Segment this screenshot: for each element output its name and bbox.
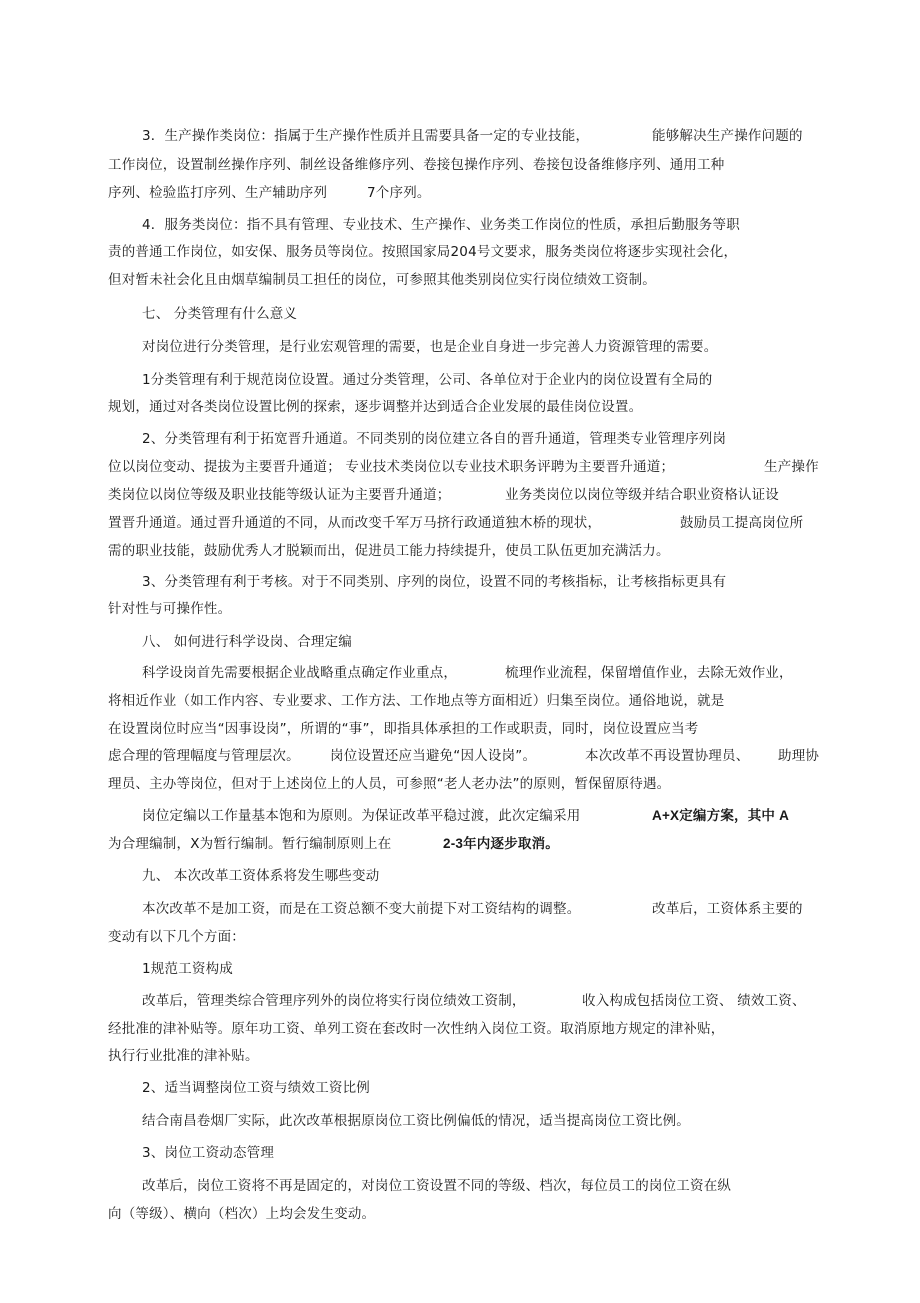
paragraph-line: 收入构成包括岗位工资、 绩效工资、 [582, 993, 806, 1009]
paragraph-line: 位以岗位变动、提拔为主要晋升通道； 专业技术类岗位以专业技术职务评聘为主要晋升通道； [108, 459, 675, 475]
paragraph-line: 执行行业批准的津补贴。 [108, 1048, 259, 1064]
paragraph-line: 但对暂未社会化且由烟草编制员工担任的岗位，可参照其他类别岗位实行岗位绩效工资制。 [108, 272, 656, 288]
paragraph-line: 在设置岗位时应当“因事设岗”，所谓的“事”，即指具体承担的工作或职责，同时，岗位设置应当考 [108, 721, 699, 737]
paragraph-line: 改革后，岗位工资将不再是固定的，对岗位工资设置不同的等级、档次，每位员工的岗位工资在纵 [142, 1178, 732, 1194]
paragraph-line: 对岗位进行分类管理，是行业宏观管理的需要，也是企业自身进一步完善人力资源管理的需要。 [142, 339, 718, 355]
paragraph-line: 工作岗位，设置制丝操作序列、制丝设备维修序列、卷接包操作序列、卷接包设备维修序列、通用工种 [108, 157, 725, 173]
paragraph-line: 鼓励员工提高岗位所 [680, 515, 804, 531]
paragraph-line: 岗位定编以工作量基本饱和为原则。为保证改革平稳过渡，此次定编采用 [142, 808, 581, 824]
paragraph-line: 理员、主办等岗位，但对于上述岗位上的人员，可参照“老人老办法”的原则，暂保留原待遇。 [108, 776, 671, 792]
paragraph-line: 需的职业技能，鼓励优秀人才脱颖而出，促进员工能力持续提升，使员工队伍更加充满活力。 [108, 543, 670, 559]
section-heading: 九、 本次改革工资体系将发生哪些变动 [142, 868, 380, 884]
paragraph-line: 3．生产操作类岗位：指属于生产操作性质并且需要具备一定的专业技能， [142, 128, 590, 144]
paragraph-line: 改革后，管理类综合管理序列外的岗位将实行岗位绩效工资制， [142, 993, 526, 1009]
paragraph-line: 置晋升通道。通过晋升通道的不同，从而改变千军万马挤行政通道独木桥的现状， [108, 515, 602, 531]
paragraph-line: 助理协 [778, 748, 820, 764]
paragraph-line: 变动有以下几个方面： [108, 929, 245, 945]
paragraph-line: 2、分类管理有利于拓宽晋升通道。不同类别的岗位建立各自的晋升通道，管理类专业管理序列岗 [142, 431, 727, 447]
paragraph-line: 向（等级）、横向（档次）上均会发生变动。 [108, 1206, 376, 1222]
paragraph-line: 科学设岗首先需要根据企业战略重点确定作业重点， [142, 665, 458, 681]
paragraph-line: 类岗位以岗位等级及职业技能等级认证为主要晋升通道； [108, 487, 451, 503]
paragraph-line: 3、分类管理有利于考核。对于不同类别、序列的岗位，设置不同的考核指标，让考核指标更具有 [142, 574, 727, 590]
paragraph-line: 经批准的津补贴等。原年功工资、单列工资在套改时一次性纳入岗位工资。取消原地方规定的津补贴， [108, 1021, 725, 1037]
paragraph-line: 1分类管理有利于规范岗位设置。通过分类管理，公司、各单位对于企业内的岗位设置有全局的 [142, 372, 713, 388]
paragraph-line: 业务类岗位以岗位等级并结合职业资格认证设 [505, 487, 779, 503]
paragraph-line: 序列、检验监打序列、生产辅助序列 [108, 185, 328, 201]
paragraph-line: 结合南昌卷烟厂实际，此次改革根据原岗位工资比例偏低的情况，适当提高岗位工资比例。 [142, 1113, 690, 1129]
paragraph-line: 4．服务类岗位：指不具有管理、专业技术、生产操作、业务类工作岗位的性质，承担后勤服务等职 [142, 217, 740, 233]
section-heading: 八、 如何进行科学设岗、合理定编 [142, 634, 352, 650]
subsection-heading: 1规范工资构成 [142, 961, 233, 977]
paragraph-line: 岗位设置还应当避免“因人设岗”。 [330, 748, 537, 764]
paragraph-line: 虑合理的管理幅度与管理层次。 [108, 748, 300, 764]
paragraph-line: 本次改革不再设置协理员、 [585, 748, 750, 764]
paragraph-line: 能够解决生产操作问题的 [652, 128, 803, 144]
paragraph-line: 为合理编制，X为暂行编制。暂行编制原则上在 [108, 836, 392, 852]
paragraph-line: A+X定编方案，其中 A [652, 808, 790, 823]
paragraph-line: 生产操作 [764, 459, 819, 475]
subsection-heading: 3、岗位工资动态管理 [142, 1145, 275, 1161]
subsection-heading: 2、适当调整岗位工资与绩效工资比例 [142, 1080, 370, 1096]
paragraph-line: 规划，通过对各类岗位设置比例的探索，逐步调整并达到适合企业发展的最佳岗位设置。 [108, 399, 643, 415]
paragraph-line: 本次改革不是加工资，而是在工资总额不变大前提下对工资结构的调整。 [142, 901, 581, 917]
paragraph-line: 2-3年内逐步取消。 [443, 836, 560, 851]
paragraph-line: 针对性与可操作性。 [108, 601, 232, 617]
paragraph-line: 改革后，工资体系主要的 [652, 901, 803, 917]
section-heading: 七、 分类管理有什么意义 [142, 306, 298, 322]
paragraph-line: 将相近作业（如工作内容、专业要求、工作方法、工作地点等方面相近）归集至岗位。通俗地说，就是 [108, 693, 725, 709]
paragraph-line: 梳理作业流程，保留增值作业，去除无效作业， [505, 665, 793, 681]
paragraph-line: 责的普通工作岗位，如安保、服务员等岗位。按照国家局204号文要求，服务类岗位将逐步实现社会化， [108, 244, 738, 260]
paragraph-line: 7个序列。 [367, 185, 431, 201]
